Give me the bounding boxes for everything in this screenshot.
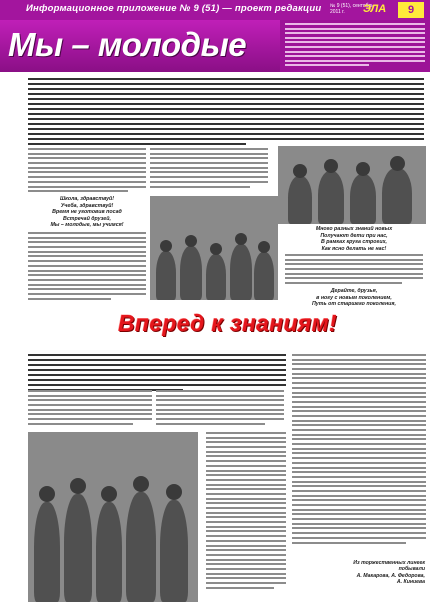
banner <box>0 308 430 348</box>
photo-school-ceremony <box>150 196 278 300</box>
masthead-title: Мы – молодые <box>8 26 247 63</box>
photo-classroom <box>278 146 426 224</box>
lower-column-2 <box>156 390 284 428</box>
issue-info: № 9 (51), сентябрь 2011 г. <box>330 3 374 15</box>
lower-column-1 <box>28 390 152 428</box>
header-title: Информационное приложение № 9 (51) — проект редакции <box>26 3 322 14</box>
poem-left: Школа, здравствуй! Учеба, здравствуй! Время не уготовив посад Встречай друзей, Мы – молодые, мы учимся! <box>50 196 124 229</box>
article-column-3 <box>285 254 423 287</box>
lower-column-3 <box>206 432 286 591</box>
banner-title: Вперед к знаниям! <box>118 310 337 336</box>
photo-students-group <box>28 432 198 602</box>
newspaper-logo: ЭЛА <box>363 3 387 15</box>
top-bar <box>0 0 430 20</box>
article-column-2 <box>150 148 268 190</box>
poem-right-2: Дерайте, друзья, в ногу с новым поколением, Путь от старшего поколения, <box>312 288 396 308</box>
masthead-side-text <box>280 20 430 72</box>
article-column-1 <box>28 148 146 195</box>
photo-credit: Из торжественных линеек побывали А. Макарова, А. Федорова, А. Киниева <box>353 560 425 586</box>
lower-intro <box>28 354 286 394</box>
masthead <box>0 20 280 72</box>
page-number: 9 <box>398 2 424 18</box>
intro-paragraph <box>28 78 424 148</box>
poem-right: Много разных знаний новых Получают дети при нас, В рамках круга строгих, Как ясно делать не нас! <box>315 226 393 252</box>
lower-column-4 <box>292 354 426 546</box>
article-column-1b <box>28 232 146 302</box>
